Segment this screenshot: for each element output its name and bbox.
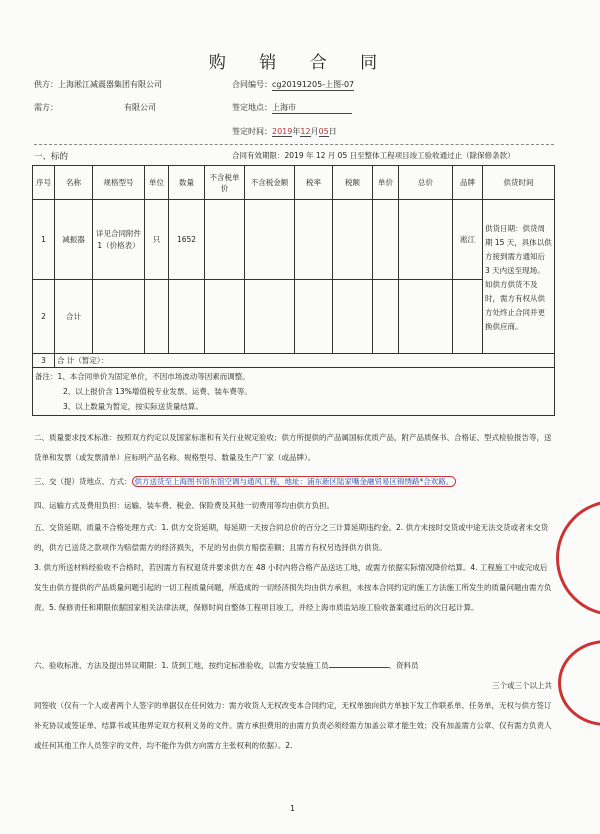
table-header-row	[33, 166, 555, 200]
section-5-text-b: 3. 供方所送材料经验收不合格时，若因需方有权退货并要求供方在 48 小时内将合格产品送达工地，或需方依据实际情况降价结算。4. 工程施工中或完成后发生由供方提供的产品质量问题引起的一切工程质量问题，所造成的一切经济损失均由供方承担，未按本合同约定的施工方法施工所发生的质量问题由需方负责。5. 保修责任和期限依据国家相关法律法规，保修时间自整体工程项目竣工，并经上海市质监站竣工验收备案通过后的次日起计算。	[34, 563, 552, 612]
empty-cell	[205, 200, 245, 280]
col-header: 数量	[169, 166, 205, 200]
buyer-line	[34, 102, 58, 113]
item-brand: 淞江	[453, 200, 483, 280]
empty-cell	[245, 280, 295, 354]
supplier-label: 供方：	[34, 80, 58, 89]
buyer-value: 有限公司	[124, 103, 156, 112]
empty-cell	[399, 280, 453, 354]
supplier-line	[34, 79, 162, 90]
item-name: 减振器	[55, 200, 93, 280]
sign-place-value: 上海市	[272, 102, 352, 114]
buyer-label: 需方：	[34, 103, 58, 112]
col-header: 不含税金额	[245, 166, 295, 200]
row-no: 3	[33, 354, 55, 368]
empty-cell	[373, 280, 399, 354]
month-char: 月	[310, 127, 319, 136]
contract-title: 购 销 合 同	[208, 53, 392, 73]
col-header: 税额	[333, 166, 373, 200]
year-char: 年	[292, 127, 301, 136]
empty-cell	[399, 200, 453, 280]
sign-date-line	[232, 126, 337, 137]
empty-cell	[333, 200, 373, 280]
section-2	[34, 428, 552, 468]
supply-time: 供货日期：供货周期 15 天，具体以供方接到需方通知后 3 天内送至现场。如供方供货不及时，需方有权从供方处终止合同并更换供应商。	[483, 200, 555, 354]
empty-cell	[145, 280, 169, 354]
col-header: 品牌	[453, 166, 483, 200]
item-unit: 只	[145, 200, 169, 280]
col-header: 名称	[55, 166, 93, 200]
section-5	[34, 518, 552, 618]
note-line: 3、以上数量为暂定，按实际送货量结算。	[63, 402, 203, 411]
validity-text: 合同有效期限：2019 年 12 月 05 日至整体工程项目竣工验收通过止（除保修条款）	[232, 151, 515, 160]
col-header: 不含税单价	[205, 166, 245, 200]
sign-month: 12	[300, 127, 311, 136]
notes-cell	[33, 368, 555, 416]
item-spec: 详见合同附件 1（价格表）	[93, 200, 145, 280]
delivery-address: 供方送货至上海图书馆东馆空调与通风工程，地址：浦东新区陆家嘴金融贸易区锦绣路*合欢路。	[132, 476, 457, 487]
total-row-text: 合 计（暂定）：	[55, 354, 555, 368]
empty-cell	[373, 200, 399, 280]
section-1-heading: 一、标的	[34, 152, 69, 162]
supplier-value: 上海淞江减震器集团有限公司	[58, 80, 162, 89]
section-4	[34, 496, 552, 516]
col-header: 总价	[399, 166, 453, 200]
company-seal	[556, 500, 600, 616]
sign-place-line	[232, 102, 352, 114]
section-6-text-d: 同签收（仅有一个人或者两个人签字的单据仅在任何效力：需方收货人无权改变本合同约定，无权单独向供方单独下发工作联系单、任务单，无权与供方签订补充协议或签证单、结算书或其他界定双方权利义务的文件。需方承担费用的由需方负责必须经需方加盖公章才能生效；没有加盖需方公章、仅有需方负责人或任何其他工作人员签字的文件，均不能作为供方向需方主张权利的依据）。2.	[34, 701, 552, 750]
col-header: 单价	[373, 166, 399, 200]
day-char: 日	[328, 127, 337, 136]
notes-row	[33, 368, 555, 416]
empty-cell	[169, 280, 205, 354]
table-row	[33, 200, 555, 280]
section-4-text: 四、运输方式及费用负担：运输、装车费、税金、保险费及其他一切费用等均由供方负担。	[34, 501, 334, 510]
contract-no-line	[232, 79, 354, 91]
company-seal	[558, 640, 600, 726]
section-3-label: 三、交（提）货地点、方式：	[34, 477, 132, 486]
row-no: 1	[33, 200, 55, 280]
empty-cell	[333, 280, 373, 354]
section-2-text: 二、质量要求技术标准：按照双方约定以及国家标准和有关行业规定验收；供方所提供的产品属国标优质产品，附产品质保书、合格证、型式检验报告等，送货单和发票（或发票清单）应标明产品名称、规格型号、数量及生产厂家（或品牌）。	[34, 433, 552, 462]
divider	[34, 144, 554, 145]
sign-place-label: 签定地点：	[232, 103, 272, 112]
empty-cell	[205, 280, 245, 354]
empty-cell	[93, 280, 145, 354]
empty-cell	[295, 280, 333, 354]
col-header: 序号	[33, 166, 55, 200]
sign-date-label: 签定时间：	[232, 127, 272, 136]
table-row	[33, 354, 555, 368]
empty-cell	[295, 200, 333, 280]
item-qty: 1652	[169, 200, 205, 280]
sign-year: 2019	[272, 127, 293, 136]
section-5-text-a: 五、交货延期、质量不合格处理方式：1. 供方交货延期，每延期一天按合同总价的百分之三计算延期违约金。2. 供方未按时交货或中途无法交货或者未交货的，供方已送货之款项作为赔偿需方的经济损失，不足的另由供方赔偿差额；且需方有权另选择供方供货。	[34, 523, 549, 552]
table-row	[33, 280, 555, 354]
section-3	[34, 472, 552, 492]
contract-no-label: 合同编号：	[232, 80, 272, 89]
col-header: 税率	[295, 166, 333, 200]
col-header: 规格型号	[93, 166, 145, 200]
item-name: 合计	[55, 280, 93, 354]
page-number: 1	[290, 804, 296, 813]
col-header: 供货时间	[483, 166, 555, 200]
section-6-text-c: 三个或三个以上共	[492, 681, 552, 690]
note-line: 备注：1、本合同单价为固定单价，不因市场波动等因素而调整。	[35, 372, 250, 381]
row-no: 2	[33, 280, 55, 354]
col-header: 单位	[145, 166, 169, 200]
empty-cell	[245, 200, 295, 280]
goods-table	[32, 165, 555, 416]
blank-line	[329, 667, 389, 668]
empty-cell	[453, 280, 483, 354]
contract-no-value: cg20191205-上图-07	[272, 80, 355, 89]
section-6	[34, 656, 552, 756]
sign-day: 05	[318, 127, 329, 136]
note-line: 2、以上报价含 13%增值税专业发票、运费、装车费等。	[63, 387, 252, 396]
section-6-text-b: 、资料员	[388, 661, 419, 670]
section-6-text-a: 六、验收标准、方法及提出异议期限：1. 货到工地，按约定标准验收，以需方安装施工员	[34, 661, 329, 670]
